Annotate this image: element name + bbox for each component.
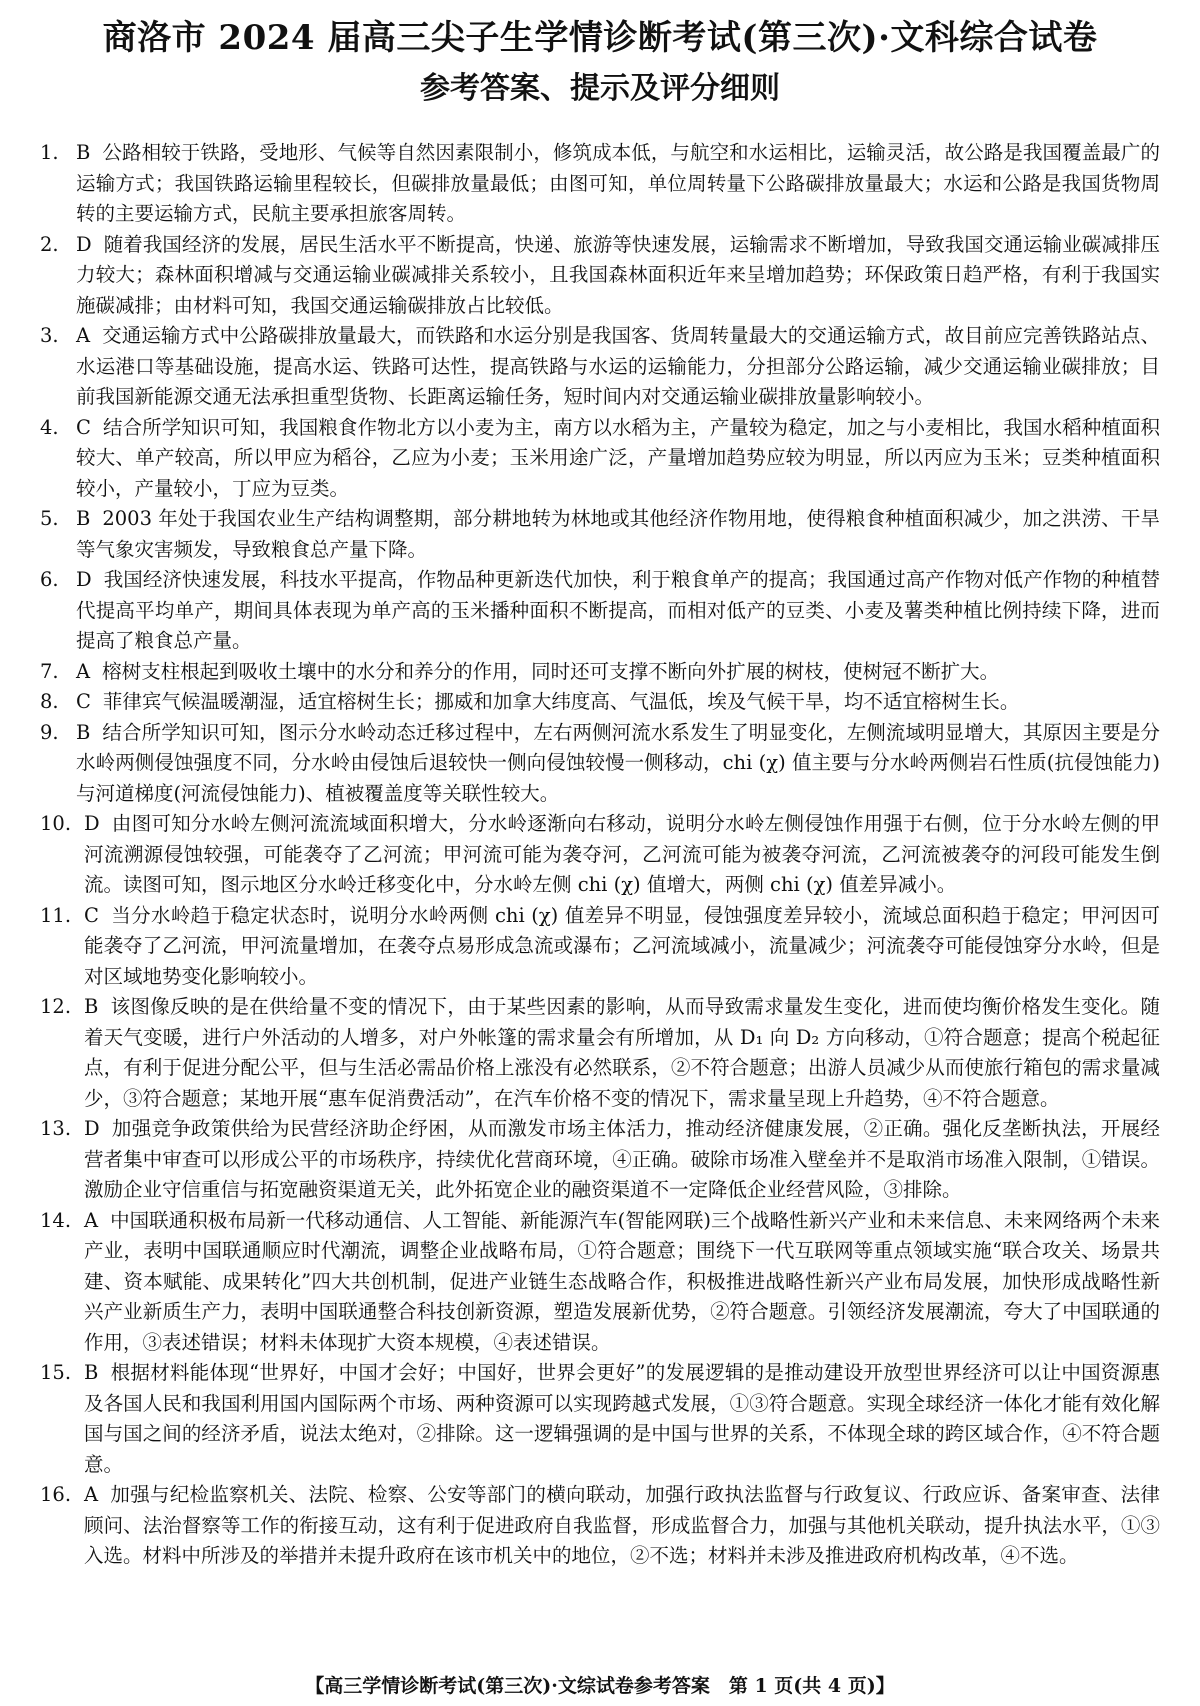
answer-key: D <box>76 232 92 256</box>
page-footer: 【高三学情诊断考试(第三次)·文综试卷参考答案 第 1 页(共 4 页)】 <box>305 1675 895 1697</box>
answer-body <box>84 901 1160 993</box>
answer-item <box>40 1358 1160 1480</box>
answer-explanation: 我国经济快速发展，科技水平提高，作物品种更新迭代加快，利于粮食单产的提高；我国通过高产作物对低产作物的种植替代提高平均单产，期间具体表现为单产高的玉米播种面积不断提高，而相对低产的豆类、小麦及薯类种植比例持续下降，进而提高了粮食总产量。 <box>76 568 1160 652</box>
answer-body <box>84 1206 1160 1359</box>
answer-body <box>76 138 1160 230</box>
question-number: 10. <box>40 812 72 835</box>
question-number: 4. <box>40 415 59 439</box>
question-number: 12. <box>40 995 72 1018</box>
answer-item <box>40 992 1160 1114</box>
answer-item <box>40 413 1160 505</box>
answer-item <box>40 230 1160 322</box>
answer-explanation: 结合所学知识可知，我国粮食作物北方以小麦为主，南方以水稻为主，产量较为稳定，加之与小麦相比，我国水稻种植面积较大、单产较高，所以甲应为稻谷，乙应为小麦；玉米用途广泛，产量增加趋势应较为明显，所以丙应为玉米；豆类种植面积较小，产量较小，丁应为豆类。 <box>76 415 1160 500</box>
answer-item <box>40 565 1160 657</box>
answer-explanation: 结合所学知识可知，图示分水岭动态迁移过程中，左右两侧河流水系发生了明显变化，左侧流域明显增大，其原因主要是分水岭两侧侵蚀强度不同，分水岭由侵蚀后退较快一侧向侵蚀较慢一侧移动，chi (χ) 值主要与分水岭两侧岩石性质(抗侵蚀能力)与河道梯度(河流侵蚀能力)、植被覆盖度等关联性较大。 <box>76 720 1160 805</box>
answer-key: B <box>76 141 91 164</box>
question-number: 13. <box>40 1117 72 1140</box>
answer-key: A <box>76 324 91 347</box>
answer-item <box>40 718 1160 810</box>
answer-body <box>76 687 1160 718</box>
answer-key: D <box>84 812 100 835</box>
answer-explanation: 榕树支柱根起到吸收土壤中的水分和养分的作用，同时还可支撑不断向外扩展的树枝，使树冠不断扩大。 <box>102 659 1000 683</box>
answer-item <box>40 809 1160 901</box>
answer-key: A <box>76 659 91 683</box>
answer-explanation: 由图可知分水岭左侧河流流域面积增大，分水岭逐渐向右移动，说明分水岭左侧侵蚀作用强于右侧，位于分水岭左侧的甲河流溯源侵蚀较强，可能袭夺了乙河流；甲河流可能为袭夺河，乙河流可能为被袭夺河流，乙河流被袭夺的河段可能发生倒流。读图可知，图示地区分水岭迁移变化中，分水岭左侧 chi (χ) 值增大，两侧 chi (χ) 值差异减小。 <box>84 812 1160 896</box>
question-number: 3. <box>40 324 59 347</box>
answer-item <box>40 321 1160 413</box>
question-number: 16. <box>40 1483 72 1506</box>
answer-body <box>76 657 1160 688</box>
answer-key: B <box>76 507 91 530</box>
answer-body <box>76 321 1160 413</box>
question-number: 14. <box>40 1208 72 1232</box>
page-subtitle: 参考答案、提示及评分细则 <box>420 71 780 106</box>
answer-body <box>76 413 1160 505</box>
question-number: 8. <box>40 690 59 713</box>
answer-key: A <box>84 1483 99 1506</box>
answer-item <box>40 1206 1160 1359</box>
answer-key: A <box>84 1208 99 1232</box>
answer-item <box>40 901 1160 993</box>
answer-explanation: 中国联通积极布局新一代移动通信、人工智能、新能源汽车(智能网联)三个战略性新兴产业和未来信息、未来网络两个未来产业，表明中国联通顺应时代潮流，调整企业战略布局，①符合题意；围绕下一代互联网等重点领域实施“联合攻关、场景共建、资本赋能、成果转化”四大共创机制，促进产业链生态战略合作，积极推进战略性新兴产业布局发展，加快形成战略性新兴产业新质生产力，表明中国联通整合科技创新资源，塑造发展新优势，②符合题意。引领经济发展潮流，夸大了中国联通的作用，③表述错误；材料未体现扩大资本规模，④表述错误。 <box>84 1208 1160 1354</box>
answer-item <box>40 687 1160 718</box>
question-number: 6. <box>40 568 59 591</box>
answer-body <box>84 992 1160 1114</box>
answer-body <box>76 230 1160 322</box>
question-number: 2. <box>40 232 59 256</box>
question-number: 9. <box>40 720 59 744</box>
page-title: 商洛市 2024 届高三尖子生学情诊断考试(第三次)·文科综合试卷 <box>102 18 1098 58</box>
answer-list <box>40 138 1160 1572</box>
answer-explanation: 当分水岭趋于稳定状态时，说明分水岭两侧 chi (χ) 值差异不明显，侵蚀强度差异较小，流域总面积趋于稳定；甲河因可能袭夺了乙河流，甲河流量增加，在袭夺点易形成急流或瀑布；乙河流域减小，流量减少；河流袭夺可能侵蚀穿分水岭，但是对区域地势变化影响较小。 <box>84 903 1160 988</box>
answer-body <box>84 1358 1160 1480</box>
answer-explanation: 2003 年处于我国农业生产结构调整期，部分耕地转为林地或其他经济作物用地，使得粮食种植面积减少，加之洪涝、干旱等气象灾害频发，导致粮食总产量下降。 <box>76 507 1160 561</box>
answer-body <box>76 504 1160 565</box>
answer-body <box>84 1480 1160 1572</box>
answer-explanation: 交通运输方式中公路碳排放量最大，而铁路和水运分别是我国客、货周转量最大的交通运输方式，故目前应完善铁路站点、水运港口等基础设施，提高水运、铁路可达性，提高铁路与水运的运输能力，分担部分公路运输，减少交通运输业碳排放；目前我国新能源交通无法承担重型货物、长距离运输任务，短时间内对交通运输业碳排放量影响较小。 <box>76 324 1160 408</box>
question-number: 1. <box>40 141 59 164</box>
answer-key: B <box>76 720 91 744</box>
answer-key: C <box>84 903 99 927</box>
question-number: 7. <box>40 659 59 683</box>
question-number: 15. <box>40 1361 72 1384</box>
question-number: 11. <box>40 903 72 927</box>
answer-item <box>40 504 1160 565</box>
question-number: 5. <box>40 507 59 530</box>
answer-key: D <box>76 568 92 591</box>
answer-body <box>84 1114 1160 1206</box>
answer-body <box>84 809 1160 901</box>
answer-explanation: 加强与纪检监察机关、法院、检察、公安等部门的横向联动，加强行政执法监督与行政复议、行政应诉、备案审查、法律顾问、法治督察等工作的衔接互动，这有利于促进政府自我监督，形成监督合力，加强与其他机关联动，提升执法水平，①③入选。材料中所涉及的举措并未提升政府在该市机关中的地位，②不选；材料并未涉及推进政府机构改革，④不选。 <box>84 1483 1160 1567</box>
answer-explanation: 该图像反映的是在供给量不变的情况下，由于某些因素的影响，从而导致需求量发生变化，进而使均衡价格发生变化。随着天气变暖，进行户外活动的人增多，对户外帐篷的需求量会有所增加，从 D₁ 向 D₂ 方向移动，①符合题意；提高个税起征点，有利于促进分配公平，但与生活必需品价格上涨没有必然联系，②不符合题意；出游人员减少从而使旅行箱包的需求量减少，③符合题意；某地开展“惠车促消费活动”，在汽车价格不变的情况下，需求量呈现上升趋势，④不符合题意。 <box>84 995 1160 1110</box>
answer-explanation: 公路相较于铁路，受地形、气候等自然因素限制小，修筑成本低，与航空和水运相比，运输灵活，故公路是我国覆盖最广的运输方式；我国铁路运输里程较长，但碳排放量最低；由图可知，单位周转量下公路碳排放量最大；水运和公路是我国货物周转的主要运输方式，民航主要承担旅客周转。 <box>76 141 1160 225</box>
answer-key: D <box>84 1117 100 1140</box>
answer-item <box>40 138 1160 230</box>
answer-body <box>76 565 1160 657</box>
answer-key: C <box>76 415 91 439</box>
answer-key: B <box>84 995 99 1018</box>
answer-explanation: 随着我国经济的发展，居民生活水平不断提高，快递、旅游等快速发展，运输需求不断增加，导致我国交通运输业碳减排压力较大；森林面积增减与交通运输业碳减排关系较小，且我国森林面积近年来呈增加趋势；环保政策日趋严格，有利于我国实施碳减排；由材料可知，我国交通运输碳排放占比较低。 <box>76 232 1160 317</box>
answer-key: C <box>76 690 91 713</box>
answer-item <box>40 1480 1160 1572</box>
answer-body <box>76 718 1160 810</box>
answer-item <box>40 657 1160 688</box>
answer-explanation: 根据材料能体现“世界好，中国才会好；中国好，世界会更好”的发展逻辑的是推动建设开放型世界经济可以让中国资源惠及各国人民和我国利用国内国际两个市场、两种资源可以实现跨越式发展，①③符合题意。实现全球经济一体化才能有效化解国与国之间的经济矛盾，说法太绝对，②排除。这一逻辑强调的是中国与世界的关系，不体现全球的跨区域合作，④不符合题意。 <box>84 1361 1160 1476</box>
answer-item <box>40 1114 1160 1206</box>
answer-explanation: 菲律宾气候温暖潮湿，适宜榕树生长；挪威和加拿大纬度高、气温低，埃及气候干旱，均不适宜榕树生长。 <box>102 690 1020 713</box>
answer-explanation: 加强竞争政策供给为民营经济助企纾困，从而激发市场主体活力，推动经济健康发展，②正确。强化反垄断执法，开展经营者集中审查可以形成公平的市场秩序，持续优化营商环境，④正确。破除市场准入壁垒并不是取消市场准入限制，①错误。激励企业守信重信与拓宽融资渠道无关，此外拓宽企业的融资渠道不一定降低企业经营风险，③排除。 <box>84 1117 1160 1201</box>
answer-key: B <box>84 1361 99 1384</box>
